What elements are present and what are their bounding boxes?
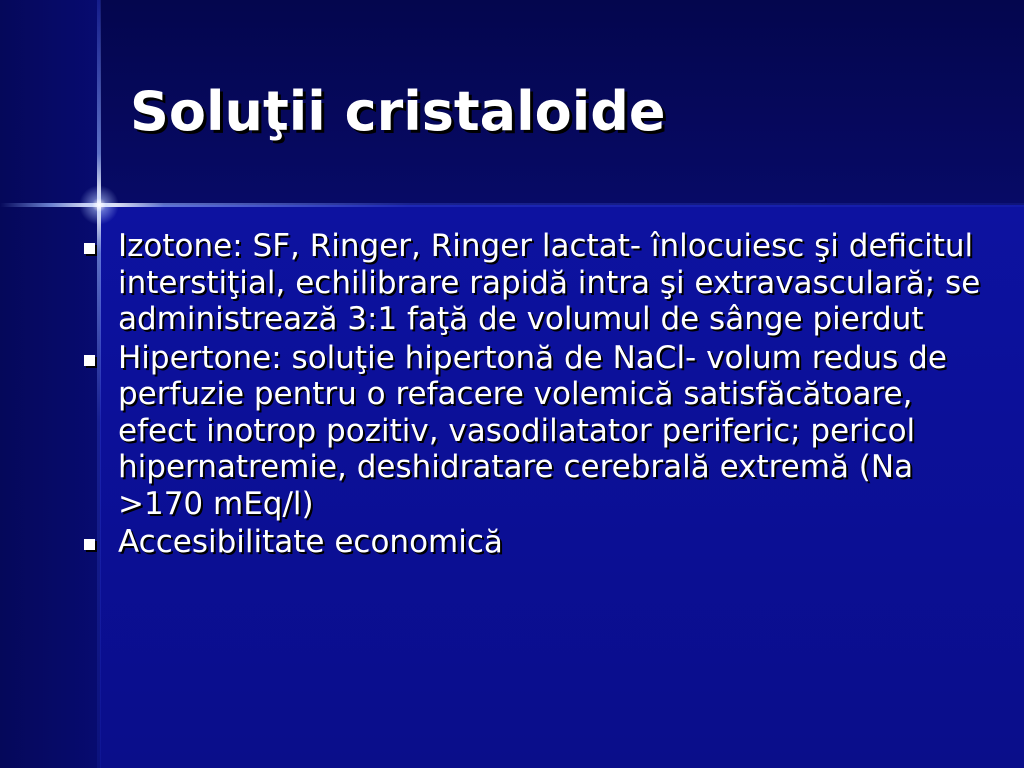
bullet-item-izotone [80, 228, 1000, 338]
square-bullet-icon [84, 355, 95, 366]
square-bullet-icon [84, 539, 95, 550]
bullet-text: Accesibilitate economică [118, 524, 503, 560]
bullet-item-hipertone [80, 340, 1000, 523]
bullet-text: Hipertone: soluţie hipertonă de NaCl- volum redus de perfuzie pentru o refacere volemică satisfăcătoare, efect inotrop pozitiv, vasodilatator periferic; pericol hipernatremie, deshidratare cerebrală extremă (Na >170 mEq/l) [118, 339, 947, 522]
horizontal-flare-line [0, 203, 1024, 207]
bullet-text: Izotone: SF, Ringer, Ringer lactat- înlocuiesc şi deficitul interstiţial, echilibrare rapidă intra şi extravasculară; se administrează 3:1 faţă de volumul de sânge pierdut [118, 228, 981, 337]
slide-title: Soluţii cristaloide [130, 80, 666, 143]
bullet-item-accesibilitate [80, 524, 1000, 561]
sparkle-icon [79, 185, 119, 225]
square-bullet-icon [84, 243, 95, 254]
bullet-list [80, 228, 1000, 563]
